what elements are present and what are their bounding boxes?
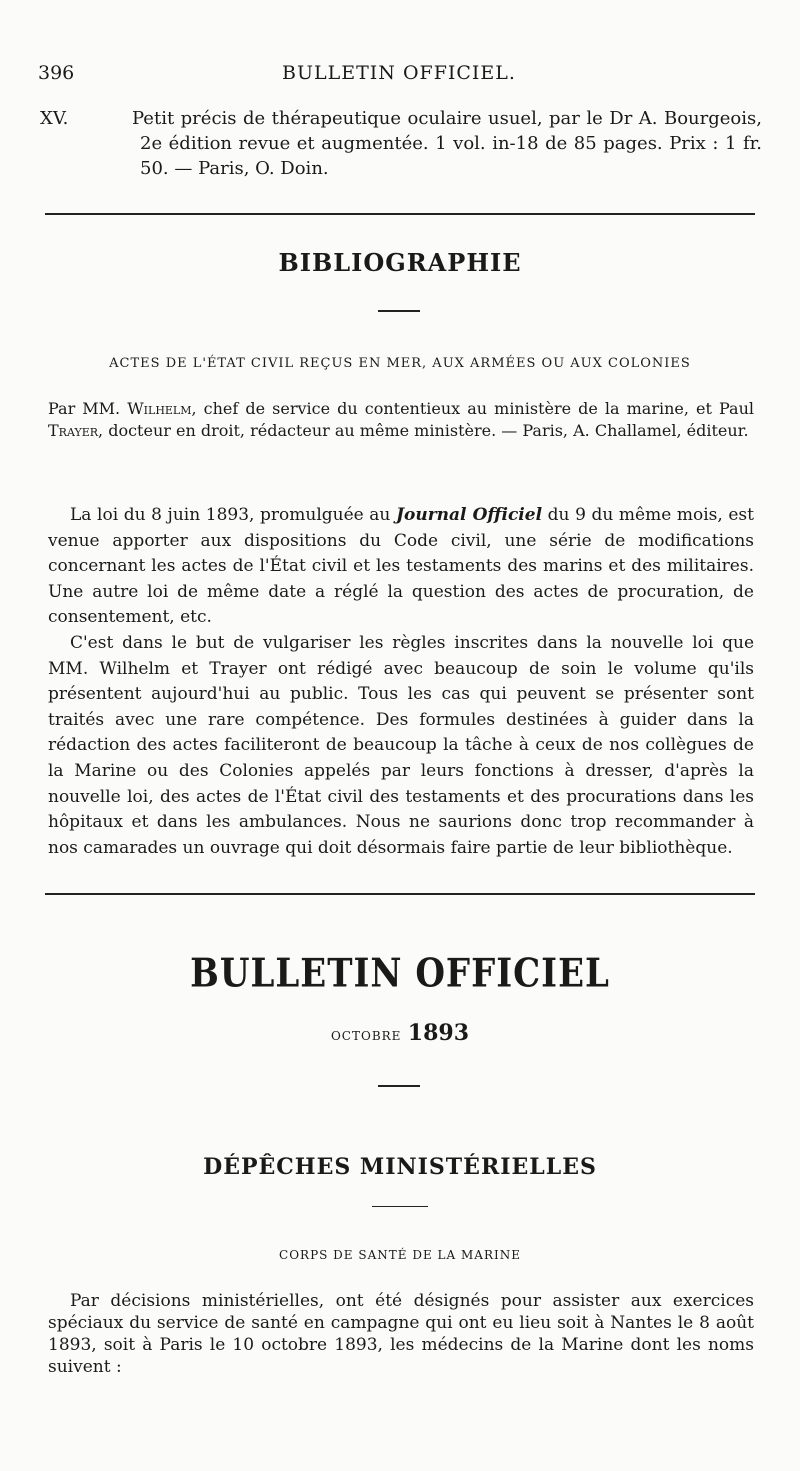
entry-text: Petit précis de thérapeutique oculaire usuel, par le Dr A. Bourgeois, 2e édition revue et augmentée. 1 vol. in-18 de 85 pages. Prix : 1 fr. 50. — Paris, O. Doin. <box>132 108 762 179</box>
bulletin-year: 1893 <box>407 1020 470 1046</box>
depeches-heading: DÉPÊCHES MINISTÉRIELLES <box>203 1154 597 1180</box>
book-authors <box>48 398 754 442</box>
short-rule <box>378 310 420 312</box>
review-paragraph-1: La loi du 8 juin 1893, promulguée au Journal Officiel du 9 du même mois, est venue apporter aux dispositions du Code civil, une série de modifications concernant les actes de l'État civil et les testaments des marins et des militaires. Une autre loi de même date a réglé la question des actes de procuration, de consentement, etc. <box>48 505 754 628</box>
author-trayer-desc: , docteur en droit, rédacteur au même ministère. — Paris, A. Challamel, éditeur. <box>98 421 749 440</box>
authors-prefix: Par MM. <box>48 399 121 418</box>
review-body <box>48 503 754 861</box>
section-rule <box>45 893 755 895</box>
section-rule <box>45 213 755 215</box>
entry-number: XV. <box>40 108 69 129</box>
corps-heading: CORPS DE SANTÉ DE LA MARINE <box>279 1248 521 1262</box>
entry-xv <box>40 106 762 181</box>
journal-officiel: Journal Officiel <box>395 505 543 525</box>
book-title: ACTES DE L'ÉTAT CIVIL REÇUS EN MER, AUX ARMÉES OU AUX COLONIES <box>109 356 691 371</box>
bulletin-date <box>0 1020 800 1046</box>
decisions-paragraph: Par décisions ministérielles, ont été désignés pour assister aux exercices spéciaux du service de santé en campagne qui ont eu lieu soit à Nantes le 8 août 1893, soit à Paris le 10 octobre 1893, les médecins de la Marine dont les noms suivent : <box>48 1291 754 1377</box>
short-rule <box>378 1085 420 1087</box>
running-title: BULLETIN OFFICIEL. <box>282 62 516 84</box>
bibliographie-heading: BIBLIOGRAPHIE <box>278 248 522 277</box>
short-rule <box>372 1206 428 1207</box>
author-trayer: Trayer <box>48 421 99 440</box>
running-header <box>38 62 760 92</box>
review-paragraph-2: C'est dans le but de vulgariser les règles inscrites dans la nouvelle loi que MM. Wilhelm et Trayer ont rédigé avec beaucoup de soin le volume qu'ils présentent aujourd'hui au public. Tous les cas qui peuvent se présenter sont traités avec une rare compétence. Des formules destinées à guider dans la rédaction des actes faciliteront de beaucoup la tâche à ceux de nos collègues de la Marine ou des Colonies appelés par leurs fonctions à dresser, d'après la nouvelle loi, des actes de l'État civil des testaments et des procurations dans les hôpitaux et dans les ambulances. Nous ne saurions donc trop recommander à nos camarades un ouvrage qui doit désormais faire partie de leur bibliothèque. <box>48 632 754 858</box>
bulletin-month: OCTOBRE <box>330 1029 402 1043</box>
author-wilhelm: Wilhelm <box>127 399 192 418</box>
bulletin-title: BULLETIN OFFICIEL <box>190 951 610 997</box>
author-wilhelm-desc: , chef de service du contentieux au ministère de la marine, et Paul <box>191 399 755 418</box>
page-number: 396 <box>38 62 75 84</box>
